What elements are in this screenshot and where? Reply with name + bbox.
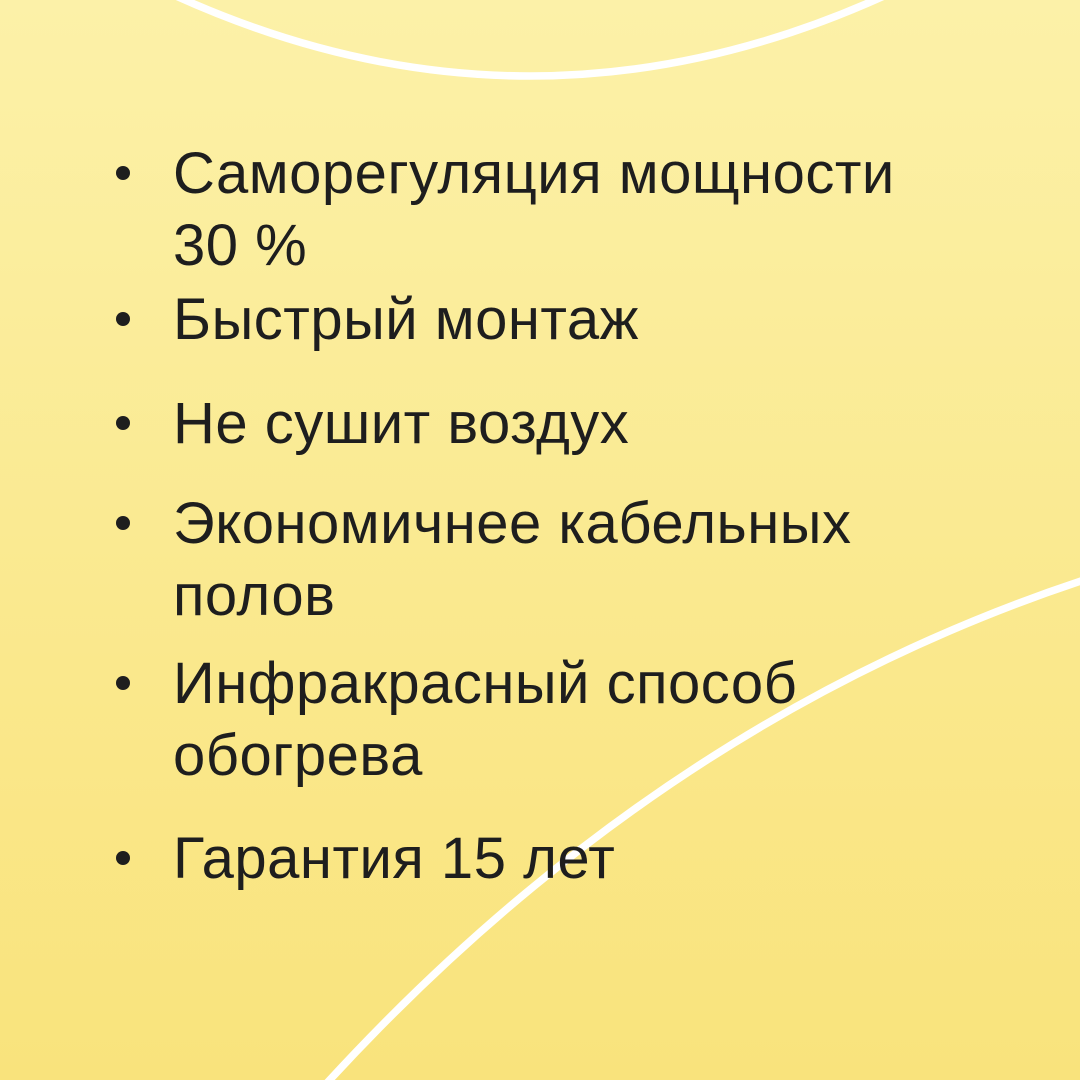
bullet-icon bbox=[116, 851, 130, 865]
bullet-icon bbox=[116, 516, 130, 530]
bullet-icon bbox=[116, 312, 130, 326]
feature-line: Инфракрасный способ bbox=[173, 651, 798, 716]
feature-item bbox=[0, 823, 1000, 895]
bullet-icon bbox=[116, 676, 130, 690]
feature-line: Не сушит воздух bbox=[173, 391, 630, 456]
feature-line: Быстрый монтаж bbox=[173, 287, 639, 352]
feature-line: Гарантия 15 лет bbox=[173, 826, 616, 891]
feature-item bbox=[0, 388, 1000, 460]
bullet-icon bbox=[116, 416, 130, 430]
feature-line: полов bbox=[173, 563, 336, 628]
feature-line: Экономичнее кабельных bbox=[173, 491, 852, 556]
feature-item bbox=[0, 284, 1000, 356]
feature-line: 30 % bbox=[173, 213, 308, 278]
feature-item bbox=[0, 138, 1000, 282]
bullet-icon bbox=[116, 166, 130, 180]
feature-item bbox=[0, 488, 1000, 632]
feature-item bbox=[0, 648, 1000, 792]
feature-line: Саморегуляция мощности bbox=[173, 141, 895, 206]
feature-line: обогрева bbox=[173, 723, 423, 788]
